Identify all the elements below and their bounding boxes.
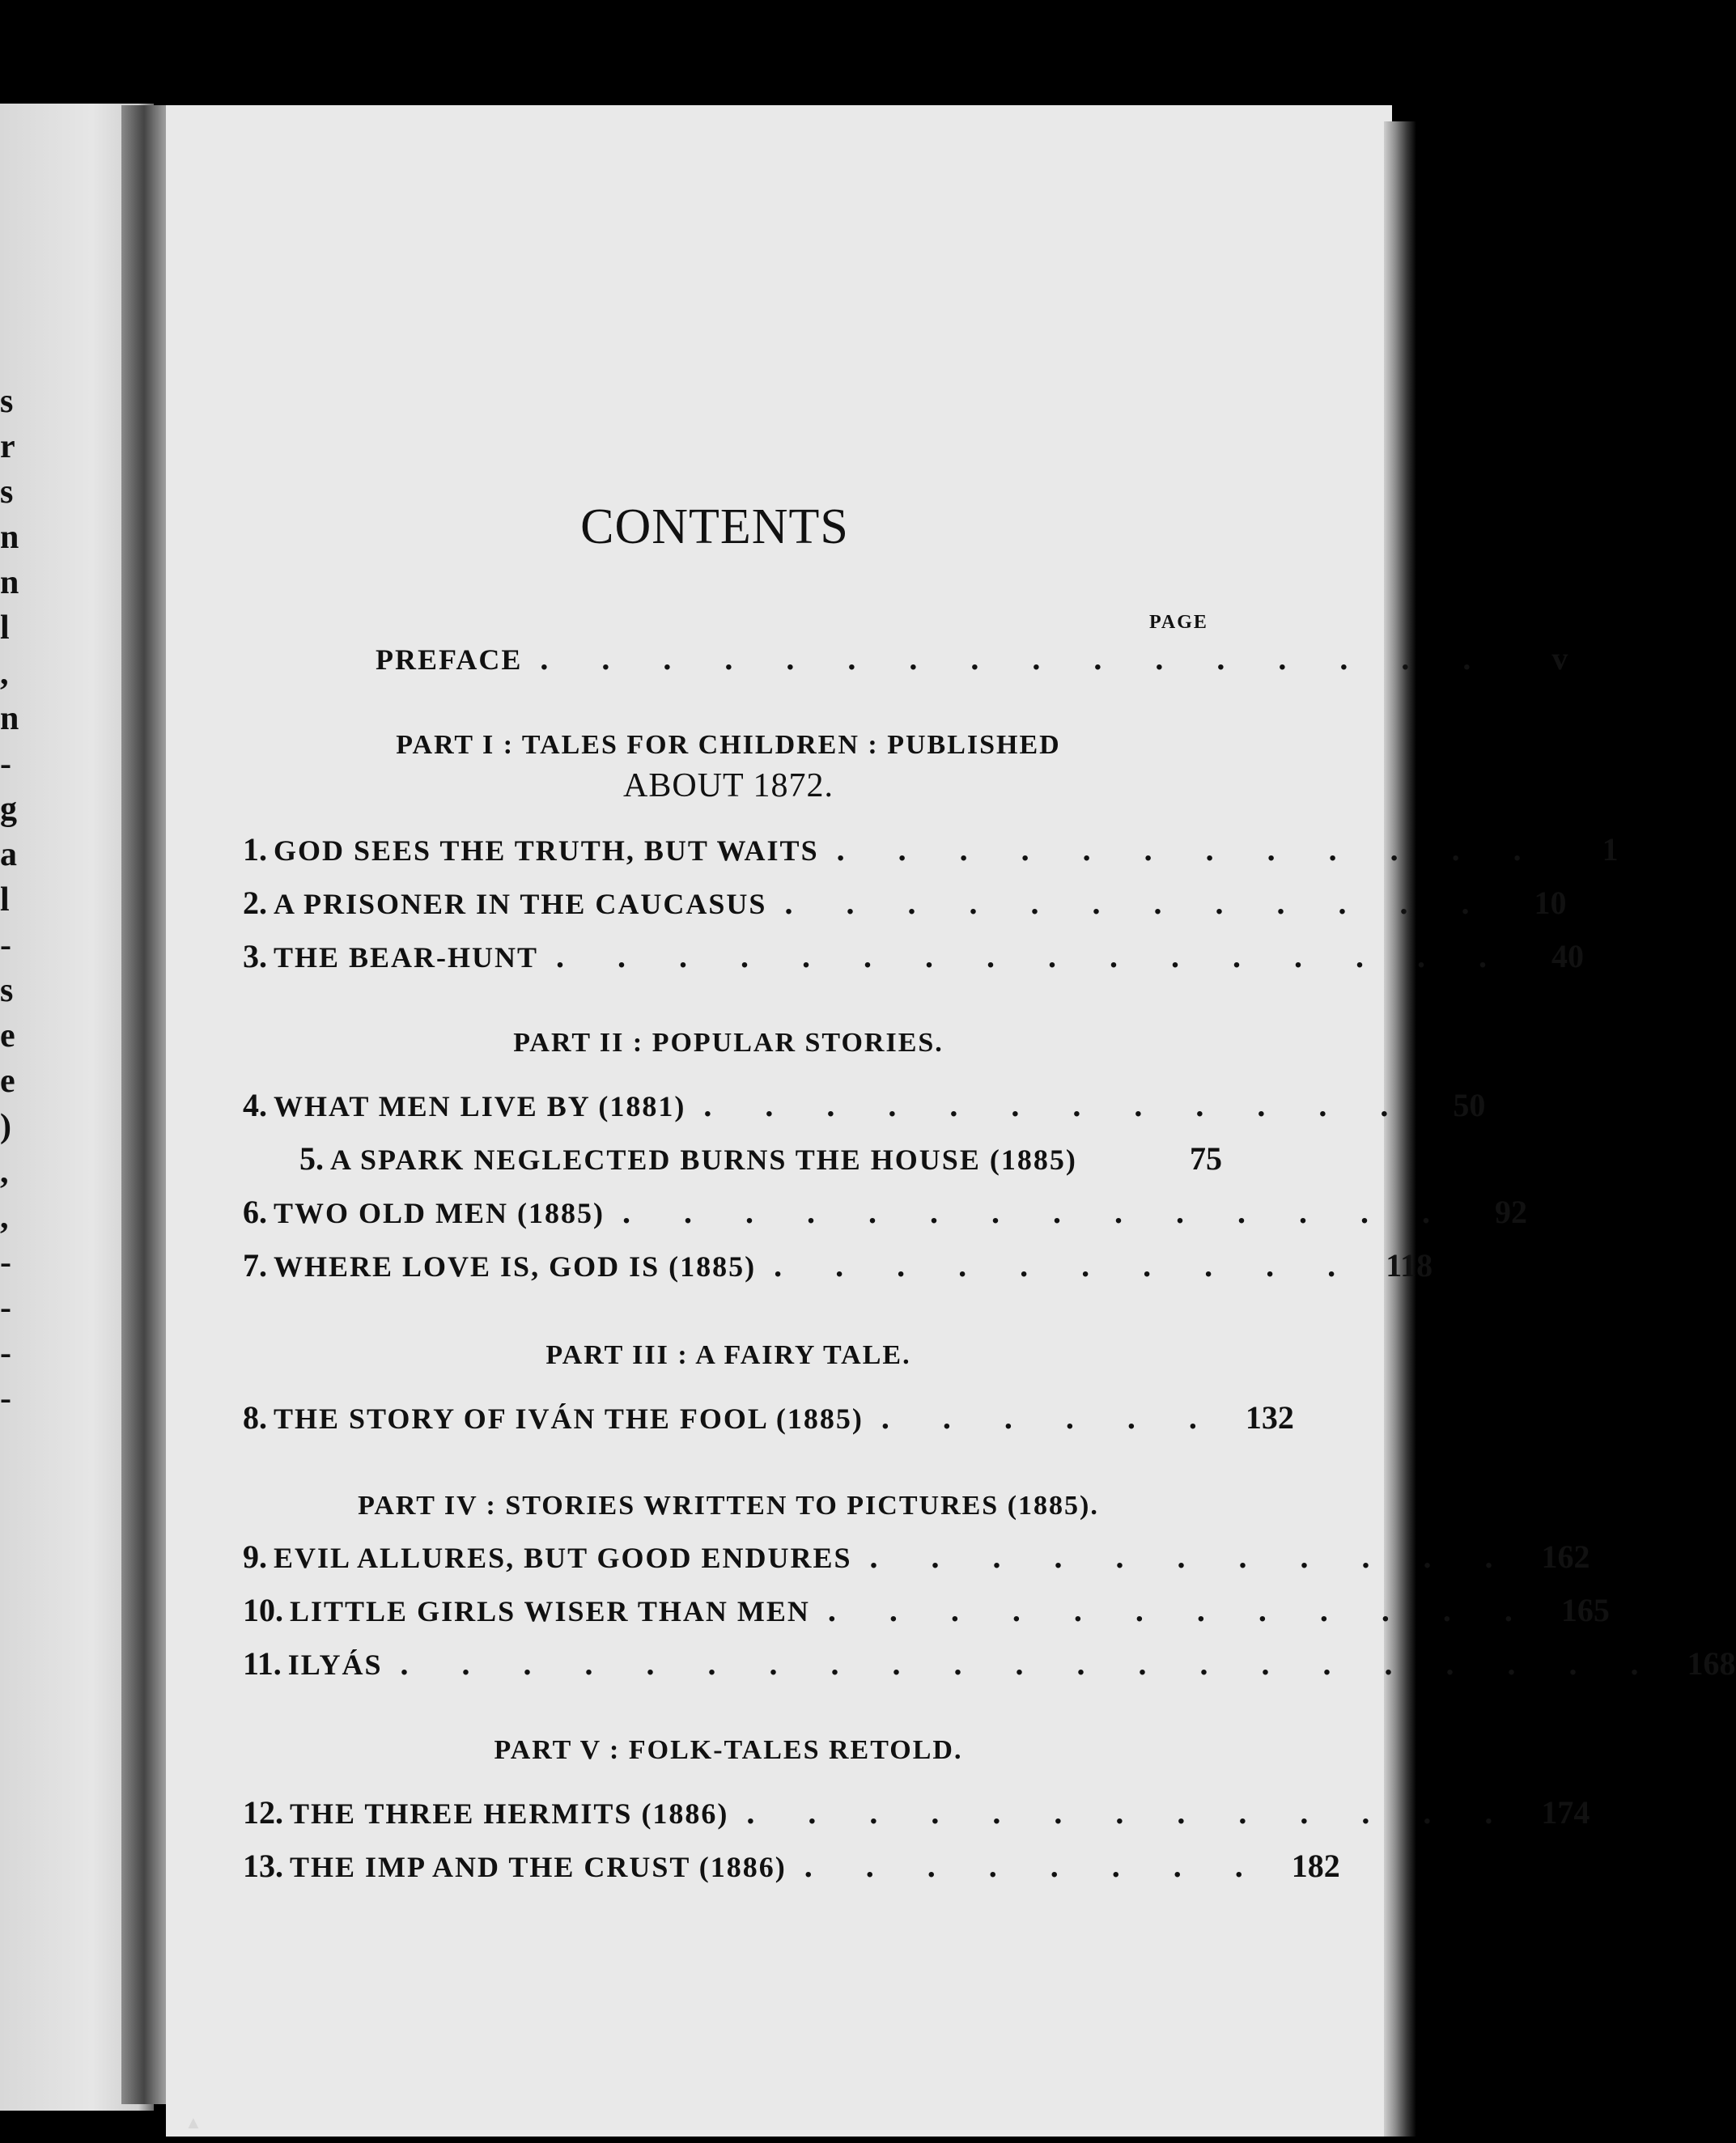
part-heading [243, 1023, 1214, 1063]
leader-dots: . . . . . . . . . . . . . . . . . . . . . [400, 1645, 1662, 1682]
entry-page: 182 [1291, 1848, 1340, 1884]
leader-dots: . . . . . . . . . . . [869, 1538, 1516, 1575]
fragment-char: - [0, 1380, 11, 1417]
fragment-char: s [0, 972, 14, 1009]
leader-dots: . . . . . . . . . . . . . . [622, 1194, 1453, 1230]
fragment-char: - [0, 745, 11, 783]
fragment-char: g [0, 791, 17, 828]
part-title: PART V : FOLK-TALES RETOLD. [494, 1735, 963, 1765]
leader-dots: . . . . . . . . . . . . . [746, 1794, 1516, 1831]
fragment-char: , [0, 655, 9, 692]
toc-entry [243, 1086, 1486, 1135]
toc-entry [243, 1793, 1590, 1842]
fragment-char: r [0, 428, 15, 465]
leader-dots: . . . . . . . . [804, 1848, 1266, 1884]
entry-title: A PRISONER IN THE CAUCASUS [274, 888, 767, 920]
preface-entry [376, 639, 1568, 688]
fragment-char: e [0, 1017, 15, 1055]
entry-title: EVIL ALLURES, BUT GOOD ENDURES [274, 1542, 852, 1574]
entry-title: ILYÁS [287, 1649, 383, 1681]
fragment-char: , [0, 1199, 9, 1236]
entry-title: WHERE LOVE IS, GOD IS (1885) [274, 1250, 757, 1283]
fragment-char: s [0, 383, 14, 420]
toc-entry [243, 1847, 1340, 1895]
leader-dots: . . . . . . . . . . [774, 1247, 1359, 1284]
fragment-char: , [0, 1153, 9, 1190]
entry-page: 168 [1687, 1645, 1736, 1682]
part-subtitle: ABOUT 1872. [623, 767, 834, 804]
part-heading [243, 1486, 1214, 1526]
entry-number: 1. [243, 831, 267, 868]
page-column-label: PAGE [1149, 612, 1208, 633]
toc-entry [243, 1591, 1610, 1640]
fragment-char: e [0, 1063, 15, 1100]
entry-number: 6. [243, 1194, 267, 1230]
entry-number: 8. [243, 1399, 267, 1436]
entry-page: 92 [1495, 1194, 1527, 1230]
preface-page: v [1551, 640, 1568, 677]
part-heading [243, 1730, 1214, 1771]
leader-dots: . . . . . . [881, 1399, 1220, 1436]
entry-page: 75 [1190, 1140, 1222, 1177]
toc-entry [243, 1538, 1590, 1586]
toc-entry [243, 884, 1567, 932]
toc-entry [243, 937, 1585, 986]
entry-page: 118 [1386, 1247, 1433, 1284]
leader-dots: . . . . . . . . . . . . [827, 1592, 1535, 1628]
fragment-char: l [0, 881, 10, 919]
entry-title: WHAT MEN LIVE BY (1881) [274, 1090, 686, 1122]
entry-number: 12. [243, 1794, 283, 1831]
fragment-char: - [0, 1335, 11, 1372]
entry-title: THE IMP AND THE CRUST (1886) [290, 1851, 787, 1883]
fragment-char: a [0, 836, 17, 873]
entry-page: 40 [1551, 938, 1585, 974]
page-edge [1384, 121, 1416, 2137]
entry-title: A SPARK NEGLECTED BURNS THE HOUSE (1885) [330, 1144, 1077, 1176]
scan-mark: ▲ [185, 2112, 202, 2132]
preface-label: PREFACE [376, 643, 523, 676]
toc-entry [243, 1644, 1736, 1693]
part-title: PART III : A FAIRY TALE. [545, 1340, 911, 1370]
leader-dots: . . . . . . . . . . . . [836, 831, 1544, 868]
toc-entry [243, 830, 1619, 879]
entry-page: 1 [1602, 831, 1619, 868]
entry-number: 5. [299, 1140, 324, 1177]
toc-entry [243, 1398, 1294, 1447]
entry-number: 13. [243, 1848, 283, 1884]
fragment-char: l [0, 609, 10, 647]
fragment-char: - [0, 1289, 11, 1326]
fragment-char: s [0, 473, 14, 511]
entry-title: TWO OLD MEN (1885) [274, 1197, 605, 1229]
part-title: PART I : TALES FOR CHILDREN : PUBLISHED [396, 730, 1061, 760]
leader-dots: . . . . . . . . . . . . . . . . [540, 640, 1494, 677]
entry-number: 2. [243, 885, 267, 921]
part-title: PART IV : STORIES WRITTEN TO PICTURES (1885). [358, 1491, 1099, 1521]
part-title: PART II : POPULAR STORIES. [513, 1028, 944, 1058]
entry-title: THE STORY OF IVÁN THE FOOL (1885) [274, 1402, 864, 1435]
entry-number: 10. [243, 1592, 283, 1628]
leader-dots: . . . . . . . . . . . . . . . . [556, 938, 1510, 974]
entry-number: 7. [243, 1247, 267, 1284]
page-title: CONTENTS [580, 499, 849, 554]
toc-entry [243, 1139, 1222, 1188]
entry-page: 50 [1453, 1087, 1486, 1123]
fragment-char: n [0, 519, 19, 556]
entry-number: 3. [243, 938, 267, 974]
toc-entry [243, 1193, 1527, 1241]
leader-dots: . . . . . . . . . . . . [703, 1087, 1411, 1123]
entry-title: THE BEAR-HUNT [274, 941, 539, 974]
entry-page: 174 [1541, 1794, 1590, 1831]
entry-page: 165 [1560, 1592, 1610, 1628]
part-heading [243, 725, 1214, 806]
part-heading [243, 1335, 1214, 1376]
fragment-char: - [0, 1244, 11, 1281]
toc-entry [243, 1246, 1433, 1295]
entry-title: THE THREE HERMITS (1886) [290, 1797, 729, 1830]
entry-page: 132 [1245, 1399, 1294, 1436]
entry-title: LITTLE GIRLS WISER THAN MEN [290, 1595, 810, 1627]
entry-title: GOD SEES THE TRUTH, BUT WAITS [274, 834, 819, 867]
entry-page: 162 [1541, 1538, 1590, 1575]
fragment-char: - [0, 927, 11, 964]
fragment-char: n [0, 564, 19, 601]
entry-number: 4. [243, 1087, 267, 1123]
fragment-char: ) [0, 1108, 11, 1145]
entry-page: 10 [1534, 885, 1567, 921]
entry-number: 9. [243, 1538, 267, 1575]
leader-dots: . . . . . . . . . . . . [784, 885, 1492, 921]
entry-number: 11. [243, 1645, 282, 1682]
fragment-char: n [0, 700, 19, 737]
